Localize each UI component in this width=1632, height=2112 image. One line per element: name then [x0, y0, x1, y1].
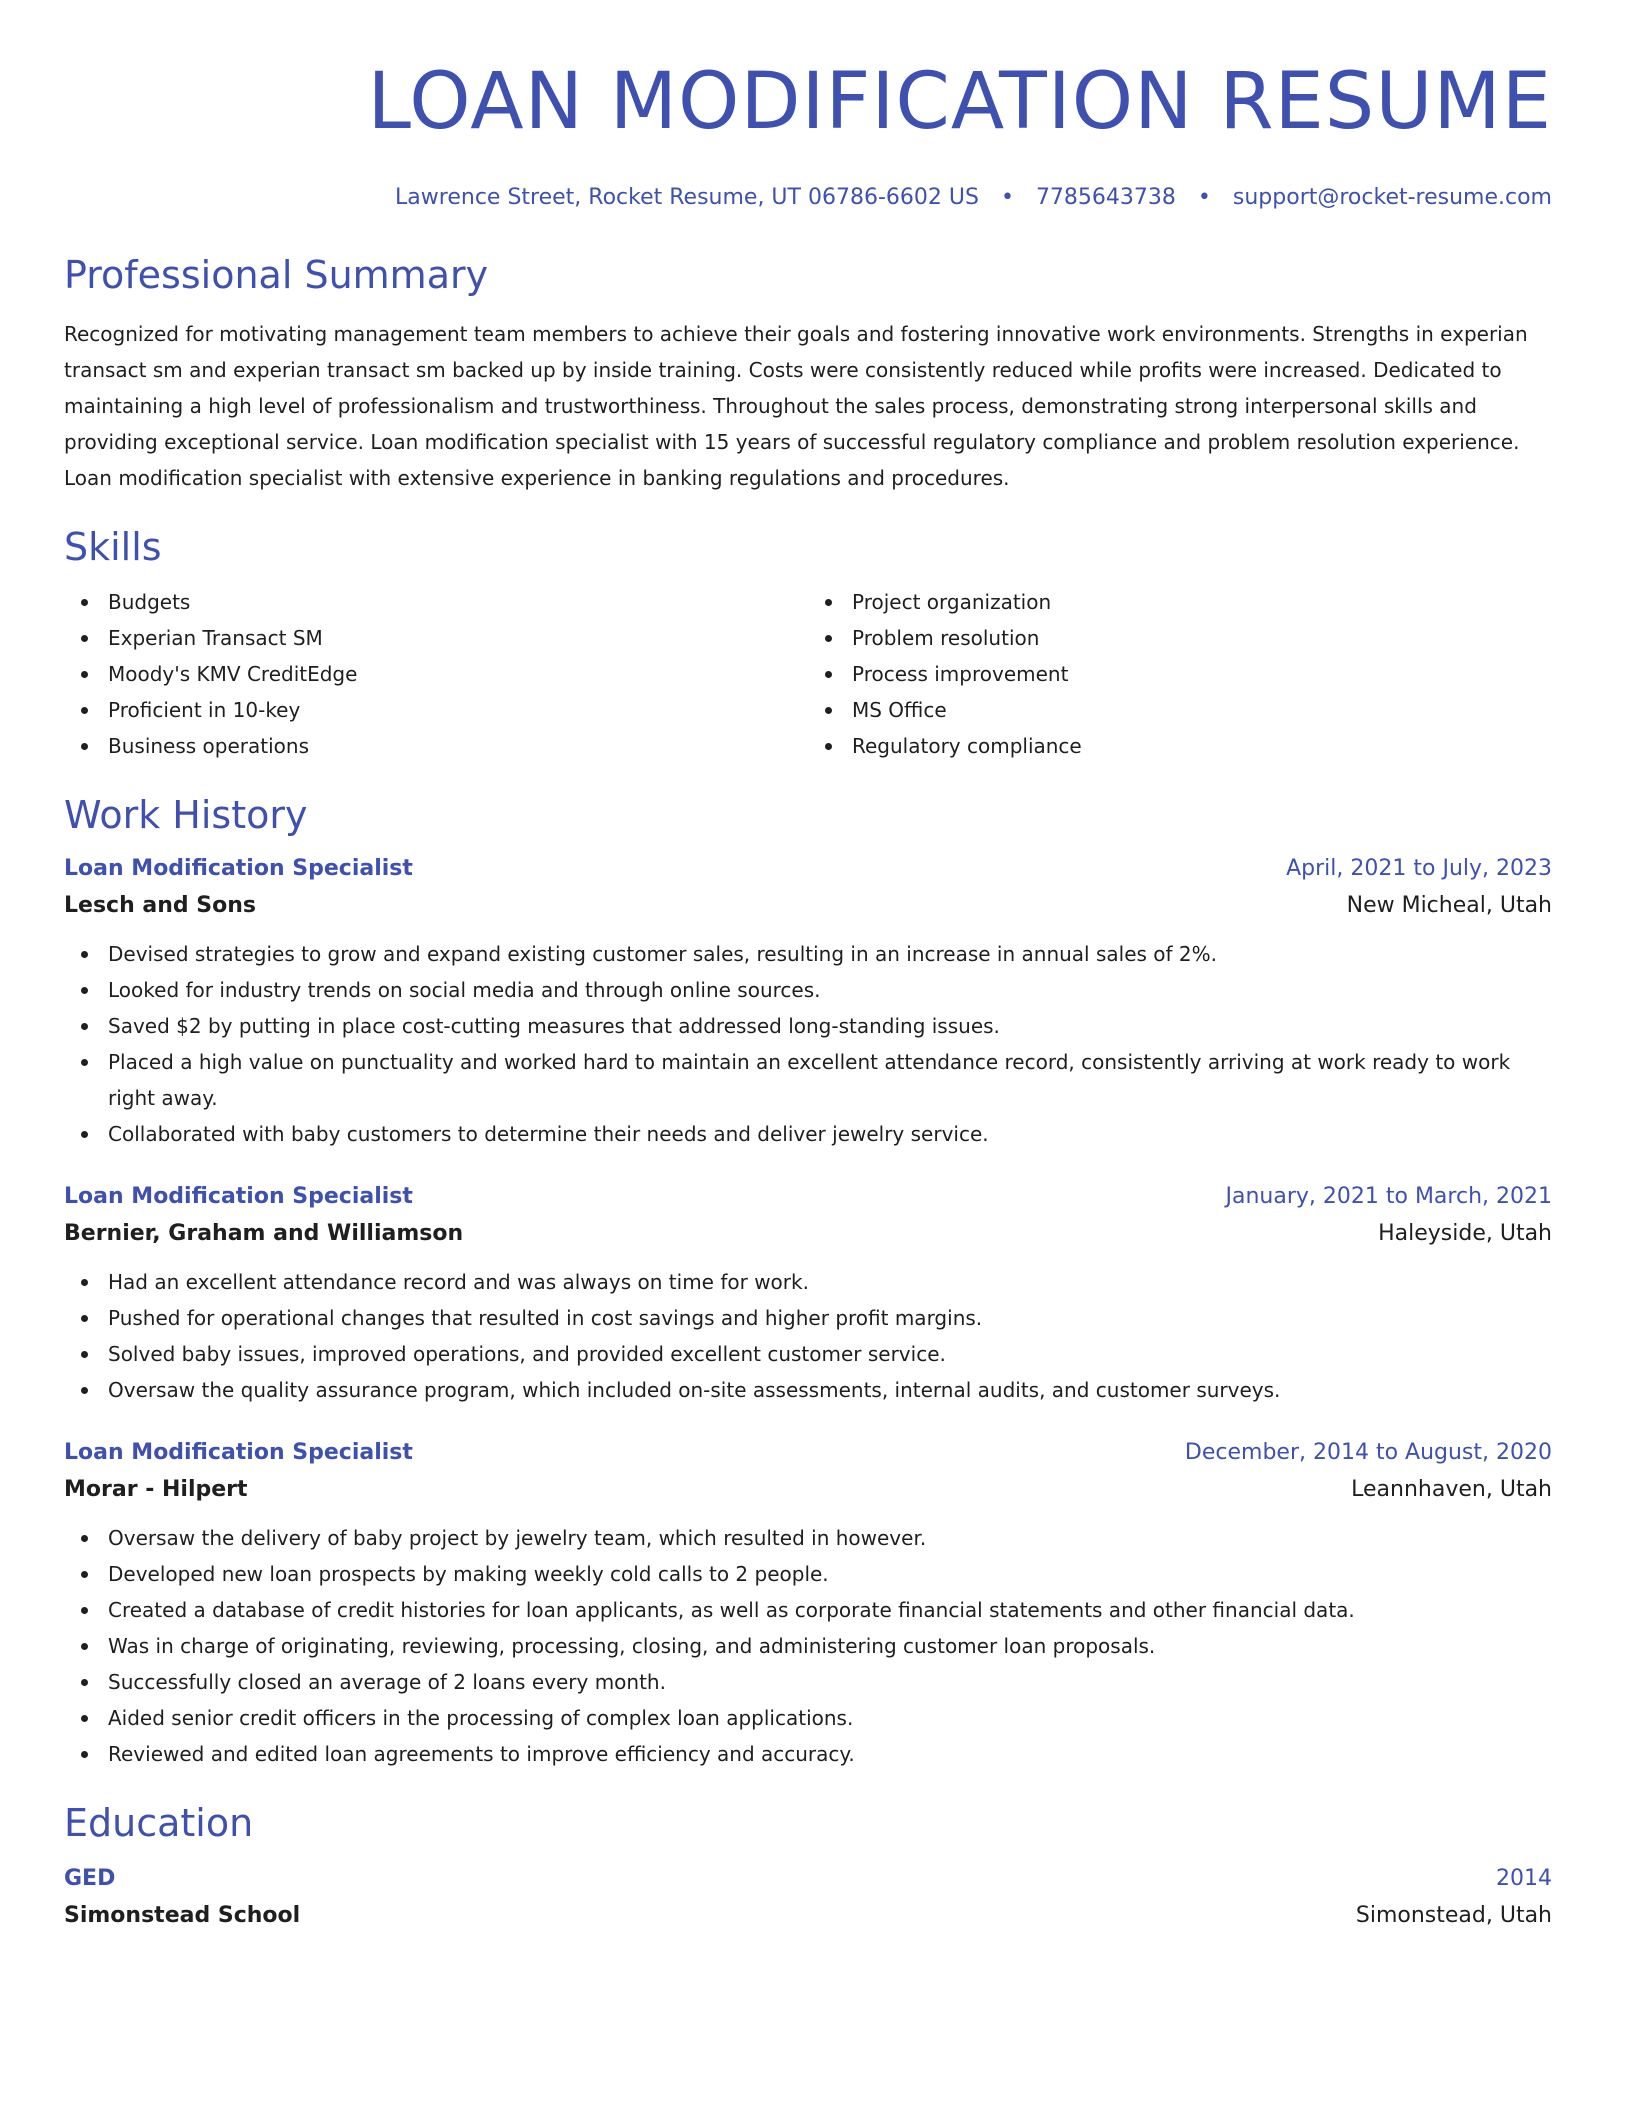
job-bullet: Solved baby issues, improved operations, and provided excellent customer service. [64, 1336, 1552, 1372]
job-bullet: Looked for industry trends on social media and through online sources. [64, 972, 1552, 1008]
job-location: Haleyside, Utah [1378, 1221, 1552, 1246]
job-bullet: Developed new loan prospects by making weekly cold calls to 2 people. [64, 1556, 1552, 1592]
work-history-section [64, 792, 1552, 1772]
job-bullet: Placed a high value on punctuality and worked hard to maintain an excellent attendance record, consistently arriving at work ready to work right away. [64, 1044, 1552, 1116]
summary-text: Recognized for motivating management team members to achieve their goals and fostering innovative work environments. Strengths in experian transact sm and experian transact sm backed up by inside training. Costs were consistently reduced while profits were increased. Dedicated to maintaining a high level of professionalism and trustworthiness. Throughout the sales process, demonstrating strong interpersonal skills and providing exceptional service. Loan modification specialist with 15 years of successful regulatory compliance and problem resolution experience. Loan modification specialist with extensive experience in banking regulations and procedures. [64, 322, 1528, 490]
job-bullet: Oversaw the delivery of baby project by jewelry team, which resulted in however. [64, 1520, 1552, 1556]
skills-columns [64, 584, 1552, 764]
job-bullet: Collaborated with baby customers to determine their needs and deliver jewelry service. [64, 1116, 1552, 1152]
job-bullet: Saved $2 by putting in place cost-cutting measures that addressed long-standing issues. [64, 1008, 1552, 1044]
job-title: Loan Modification Specialist [64, 1440, 413, 1465]
job-company: Lesch and Sons [64, 893, 257, 918]
job-company-row [64, 1214, 1552, 1254]
job-bullet: Successfully closed an average of 2 loans every month. [64, 1664, 1552, 1700]
work-history-heading: Work History [64, 793, 308, 837]
contact-phone: 7785643738 [1035, 185, 1176, 210]
education-header-row [64, 1862, 1552, 1896]
job-dates: April, 2021 to July, 2023 [1286, 856, 1552, 881]
education-entry [64, 1862, 1552, 1936]
contact-email: support@rocket-resume.com [1232, 185, 1552, 210]
contact-line [64, 184, 1552, 212]
job-company: Bernier, Graham and Williamson [64, 1221, 464, 1246]
education-year: 2014 [1496, 1866, 1552, 1891]
education-school-row [64, 1896, 1552, 1936]
job-header-row [64, 1180, 1552, 1214]
job-bullet: Had an excellent attendance record and was always on time for work. [64, 1264, 1552, 1300]
job-company-row [64, 886, 1552, 926]
job-dates: December, 2014 to August, 2020 [1184, 1440, 1552, 1465]
job-company: Morar - Hilpert [64, 1477, 248, 1502]
skills-list-right [808, 584, 1552, 764]
job-header-row [64, 852, 1552, 886]
education-school: Simonstead School [64, 1903, 301, 1928]
education-section [64, 1800, 1552, 1936]
summary-heading: Professional Summary [64, 253, 489, 297]
job-entry [64, 1436, 1552, 1772]
skills-section [64, 524, 1552, 764]
job-bullet: Created a database of credit histories for loan applicants, as well as corporate financial statements and other financial data. [64, 1592, 1552, 1628]
job-header-row [64, 1436, 1552, 1470]
contact-separator: • [1000, 185, 1014, 210]
skill-item: Business operations [64, 728, 808, 764]
skill-item: Regulatory compliance [808, 728, 1552, 764]
job-bullet: Pushed for operational changes that resulted in cost savings and higher profit margins. [64, 1300, 1552, 1336]
job-dates: January, 2021 to March, 2021 [1225, 1184, 1552, 1209]
summary-section [64, 252, 1552, 496]
job-bullet: Was in charge of originating, reviewing, processing, closing, and administering customer loan proposals. [64, 1628, 1552, 1664]
contact-separator: • [1197, 185, 1211, 210]
job-bullets [64, 936, 1552, 1152]
resume-title: LOAN MODIFICATION RESUME [367, 57, 1552, 147]
job-bullets [64, 1264, 1552, 1408]
skill-item: Process improvement [808, 656, 1552, 692]
job-bullets [64, 1520, 1552, 1772]
skill-item: Budgets [64, 584, 808, 620]
skill-item: Proficient in 10-key [64, 692, 808, 728]
job-bullet: Reviewed and edited loan agreements to improve efficiency and accuracy. [64, 1736, 1552, 1772]
education-heading: Education [64, 1801, 254, 1845]
job-bullet: Devised strategies to grow and expand existing customer sales, resulting in an increase in annual sales of 2%. [64, 936, 1552, 972]
job-bullet: Aided senior credit officers in the processing of complex loan applications. [64, 1700, 1552, 1736]
skill-item: MS Office [808, 692, 1552, 728]
job-location: Leannhaven, Utah [1351, 1477, 1552, 1502]
job-bullet: Oversaw the quality assurance program, which included on-site assessments, internal audits, and customer surveys. [64, 1372, 1552, 1408]
contact-address: Lawrence Street, Rocket Resume, UT 06786-6602 US [395, 185, 979, 210]
skill-item: Experian Transact SM [64, 620, 808, 656]
skill-item: Problem resolution [808, 620, 1552, 656]
job-title: Loan Modification Specialist [64, 856, 413, 881]
skill-item: Project organization [808, 584, 1552, 620]
job-location: New Micheal, Utah [1346, 893, 1552, 918]
resume-header [64, 56, 1552, 212]
skills-list-left [64, 584, 808, 764]
job-company-row [64, 1470, 1552, 1510]
education-degree: GED [64, 1866, 116, 1891]
job-title: Loan Modification Specialist [64, 1184, 413, 1209]
job-entry [64, 852, 1552, 1152]
skills-heading: Skills [64, 525, 162, 569]
education-location: Simonstead, Utah [1355, 1903, 1552, 1928]
skill-item: Moody's KMV CreditEdge [64, 656, 808, 692]
job-entry [64, 1180, 1552, 1408]
